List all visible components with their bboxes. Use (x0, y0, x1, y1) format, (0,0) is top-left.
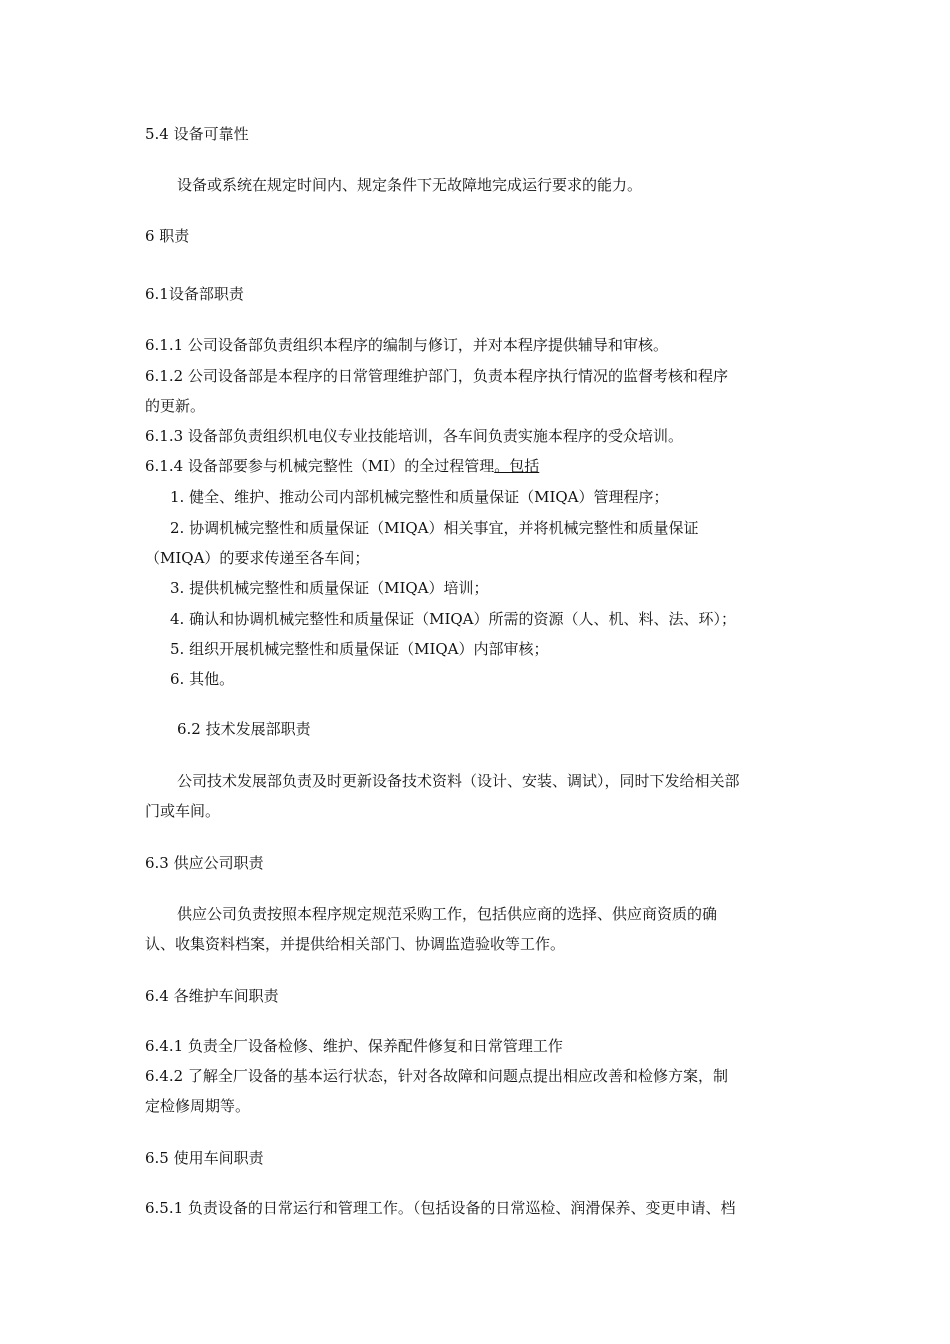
section-6-4-heading: 6.4 各维护车间职责 (145, 987, 279, 1005)
list-item-2-line1: 2. 协调机械完整性和质量保证（MIQA）相关事宜，并将机械完整性和质量保证 (170, 519, 699, 537)
list-item-3: 3. 提供机械完整性和质量保证（MIQA）培训； (170, 579, 489, 597)
section-6-1-heading: 6.1设备部职责 (145, 285, 244, 303)
clause-6-1-4-main: 6.1.4 设备部要参与机械完整性（MI）的全过程管理 (145, 457, 495, 475)
section-5-4-body: 设备或系统在规定时间内、规定条件下无故障地完成运行要求的能力。 (177, 176, 643, 194)
clause-6-4-1: 6.4.1 负责全厂设备检修、维护、保养配件修复和日常管理工作 (145, 1037, 563, 1055)
section-6-2-heading: 6.2 技术发展部职责 (177, 720, 311, 738)
list-item-4: 4. 确认和协调机械完整性和质量保证（MIQA）所需的资源（人、机、料、法、环）； (170, 610, 736, 628)
section-6-3-body-line2: 认、收集资料档案，并提供给相关部门、协调监造验收等工作。 (145, 935, 566, 953)
clause-6-5-1: 6.5.1 负责设备的日常运行和管理工作。（包括设备的日常巡检、润滑保养、变更申请、档 (145, 1199, 736, 1217)
section-6-heading: 6 职责 (145, 227, 190, 245)
section-6-3-heading: 6.3 供应公司职责 (145, 854, 264, 872)
clause-6-4-2-line2: 定检修周期等。 (145, 1097, 251, 1115)
list-item-1: 1. 健全、维护、推动公司内部机械完整性和质量保证（MIQA）管理程序； (170, 488, 669, 506)
list-item-2-line2: （MIQA）的要求传递至各车间； (145, 549, 370, 567)
clause-6-1-2-line1: 6.1.2 公司设备部是本程序的日常管理维护部门，负责本程序执行情况的监督考核和程序 (145, 367, 728, 385)
clause-6-1-4 (145, 456, 539, 476)
list-item-5: 5. 组织开展机械完整性和质量保证（MIQA）内部审核； (170, 640, 549, 658)
section-5-4-heading: 5.4 设备可靠性 (145, 125, 249, 143)
clause-6-4-2-line1: 6.4.2 了解全厂设备的基本运行状态，针对各故障和问题点提出相应改善和检修方案，制 (145, 1067, 728, 1085)
section-6-2-body-line2: 门或车间。 (145, 802, 221, 820)
clause-6-1-4-underlined: 。包括 (494, 457, 540, 475)
list-item-6: 6. 其他。 (170, 670, 235, 688)
section-6-3-body-line1: 供应公司负责按照本程序规定规范采购工作，包括供应商的选择、供应商资质的确 (177, 905, 718, 923)
clause-6-1-3: 6.1.3 设备部负责组织机电仪专业技能培训，各车间负责实施本程序的受众培训。 (145, 427, 683, 445)
section-6-5-heading: 6.5 使用车间职责 (145, 1149, 264, 1167)
clause-6-1-2-line2: 的更新。 (145, 397, 206, 415)
section-6-2-body-line1: 公司技术发展部负责及时更新设备技术资料（设计、安装、调试），同时下发给相关部 (177, 772, 740, 790)
clause-6-1-1: 6.1.1 公司设备部负责组织本程序的编制与修订，并对本程序提供辅导和审核。 (145, 336, 668, 354)
